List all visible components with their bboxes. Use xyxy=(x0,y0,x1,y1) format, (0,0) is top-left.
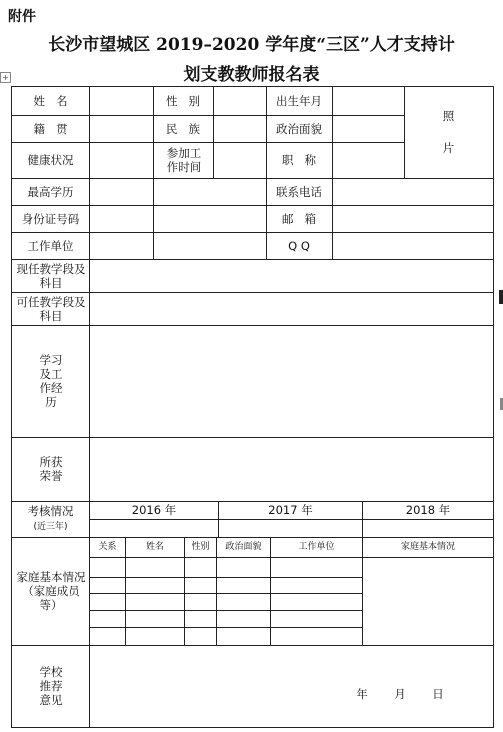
label-id-number: 身份证号码 xyxy=(21,211,80,226)
label-work-start: 参加工作时间 xyxy=(166,146,202,174)
photo-label-bottom: 片 xyxy=(442,141,455,155)
label-education: 最高学历 xyxy=(27,184,74,199)
label-ethnicity: 民族 xyxy=(166,121,211,136)
label-employer: 工作单位 xyxy=(27,238,74,253)
field-education[interactable] xyxy=(90,178,266,205)
label-family-info: 家庭基本情况（家庭成员等） xyxy=(16,570,86,612)
table-move-handle-icon[interactable]: + xyxy=(0,72,11,83)
label-political-status: 政治面貌 xyxy=(276,121,322,136)
field-native-place[interactable] xyxy=(90,115,153,142)
label-possible-subject: 可任教学段及科目 xyxy=(16,294,86,323)
field-job-title[interactable] xyxy=(333,142,404,178)
col-family-basic: 家庭基本情况 xyxy=(400,542,455,552)
date-day-label: 日 xyxy=(432,687,444,701)
field-email[interactable] xyxy=(333,205,493,232)
registration-form-table xyxy=(11,86,494,728)
field-possible-subject[interactable] xyxy=(90,292,493,325)
field-appraisal-2018[interactable] xyxy=(363,519,493,537)
col-family-political: 政治面貌 xyxy=(225,542,262,552)
field-current-subject[interactable] xyxy=(90,259,493,292)
attachment-label: 附件 xyxy=(8,9,36,25)
field-employer[interactable] xyxy=(90,232,266,259)
label-honors: 所获荣誉 xyxy=(39,455,63,483)
label-appraisal-note: (近三年) xyxy=(33,522,68,532)
col-family-employer: 工作单位 xyxy=(298,542,335,552)
photo-label-top: 照 xyxy=(442,109,455,123)
col-relation: 关系 xyxy=(98,542,117,552)
col-family-gender: 性别 xyxy=(191,542,210,552)
field-honors[interactable] xyxy=(90,437,493,501)
label-email: 邮箱 xyxy=(282,211,327,226)
form-title-line-1: 长沙市望城区 2019–2020 学年度“三区”人才支持计 xyxy=(48,35,455,55)
field-birth-date[interactable] xyxy=(333,87,404,115)
col-family-name: 姓名 xyxy=(145,542,164,552)
form-title-line-2: 划支教教师报名表 xyxy=(183,65,320,85)
label-native-place: 籍贯 xyxy=(33,121,79,136)
label-gender: 性别 xyxy=(166,94,211,108)
label-name: 姓名 xyxy=(33,94,79,108)
field-health[interactable] xyxy=(90,142,153,178)
label-appraisal: 考核情况 xyxy=(27,504,74,518)
label-health: 健康状况 xyxy=(27,153,74,167)
date-year-label: 年 xyxy=(356,687,368,701)
label-job-title: 职称 xyxy=(282,153,327,167)
label-phone: 联系电话 xyxy=(276,184,322,199)
field-name[interactable] xyxy=(90,87,153,115)
field-qq[interactable] xyxy=(333,232,493,259)
right-edge-marker xyxy=(499,290,503,304)
year-2016-header: 2016 年 xyxy=(131,503,177,517)
label-school-recommendation: 学校推荐意见 xyxy=(39,665,63,707)
label-qq: Q Q xyxy=(288,238,310,253)
field-appraisal-2016[interactable] xyxy=(90,519,218,537)
label-study-work-history: 学习及工作经历 xyxy=(39,353,63,409)
field-phone[interactable] xyxy=(333,178,493,205)
field-political-status[interactable] xyxy=(333,115,404,142)
field-gender[interactable] xyxy=(214,87,266,115)
label-current-subject: 现任教学段及科目 xyxy=(16,261,86,290)
date-month-label: 月 xyxy=(394,687,406,701)
field-id-number[interactable] xyxy=(90,205,266,232)
field-family-basic[interactable] xyxy=(363,557,493,645)
field-ethnicity[interactable] xyxy=(214,115,266,142)
year-2017-header: 2017 年 xyxy=(268,503,313,517)
year-2018-header: 2018 年 xyxy=(405,503,451,517)
field-work-start[interactable] xyxy=(214,142,266,178)
label-birth-date: 出生年月 xyxy=(276,94,322,108)
field-appraisal-2017[interactable] xyxy=(219,519,362,537)
field-study-work-history[interactable] xyxy=(90,325,493,437)
